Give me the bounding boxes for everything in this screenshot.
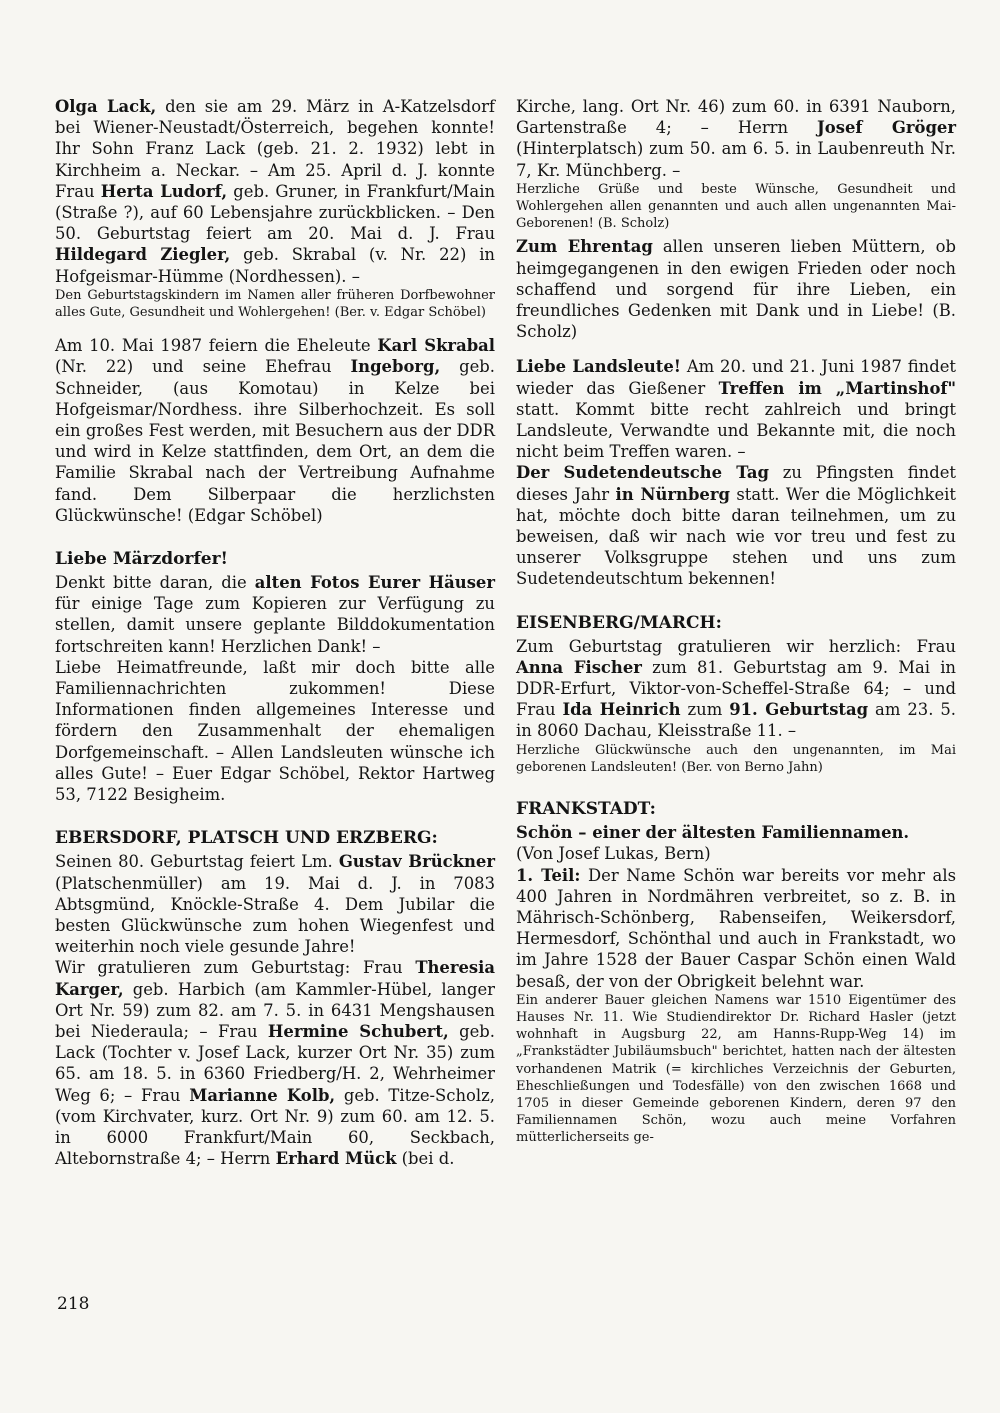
article-byline: (Von Josef Lukas, Bern) <box>516 844 711 864</box>
right-column <box>516 96 956 1151</box>
bold-emphasis: Theresia Karger, <box>55 958 495 999</box>
paragraph-eisenberg-birthdays: Zum Geburtstag gratulieren wir herzlich: Frau Anna Fischer zum 81. Geburtstag am 9. Mai in DDR-Erfurt, Viktor-von-Scheffel-Straße 64; – und Frau Ida Heinrich zum 91. Geburtstag am 23. 5. in 8060 Dachau, Kleisstraße 11. – <box>516 636 957 741</box>
bold-emphasis: Karl Skrabal <box>377 336 495 356</box>
bold-emphasis: Der Sudetendeutsche Tag <box>516 463 769 483</box>
bold-emphasis: Marianne Kolb, <box>189 1085 336 1105</box>
greeting-note: Den Geburtstagskindern im Namen aller früheren Dorfbewohner alles Gute, Gesundheit und Wohlergehen! (Ber. v. Edgar Schöbel) <box>55 287 495 321</box>
article-title: Schön – einer der ältesten Familiennamen. <box>516 823 910 843</box>
paragraph-family-news: Liebe Heimatfreunde, laßt mir doch bitte alle Familiennachrichten zukommen! Diese Informationen finden allgemeines Interesse und fördern den Zusammenhalt der ehemaligen Dorfgemeinschaft. – Allen Landsleuten wünsche ich alles Gute! – Euer Edgar Schöbel, Rektor Hartweg 53, 7122 Besigheim. <box>55 657 495 805</box>
article-continuation: Ein anderer Bauer gleichen Namens war 1510 Eigentümer des Hauses Nr. 11. Wie Studiendirektor Dr. Richard Hasler (jetzt wohnhaft in Augsburg 22, am Hanns-Rupp-Weg 14) im „Frankstädter Jubiläumsbuch" berichtet, hatten nach der ältesten vorhandenen Matrik (= kirchliches Verzeichnis der Geburten, Eheschließungen und Todesfälle) von den zwischen 1668 und 1705 in dieser Gemeinde geborenen Kindern, deren 97 den Familiennamen Schön, wozu auch meine Vorfahren mütterlicherseits ge- <box>516 992 956 1146</box>
heading-frankstadt: FRANKSTADT: <box>516 799 656 820</box>
paragraph-sudeten-day: Der Sudetendeutsche Tag zu Pfingsten findet dieses Jahr in Nürnberg statt. Wer die Möglichkeit hat, möchte doch bitte daran teilnehmen, um zu beweisen, daß wir nach wie vor treu und fest zu unserer Volksgruppe stehen und uns zum Sudetendeutschtum bekennen! <box>516 463 957 589</box>
bold-emphasis: Ingeborg, <box>350 357 441 377</box>
paragraph-gustav-brueckner: Seinen 80. Geburtstag feiert Lm. Gustav Brückner (Platschenmüller) am 19. Mai d. J. in 7083 Abtsgmünd, Knöckle-Straße 4. Dem Jubilar die besten Glückwünsche zum hohen Wiegenfest und weiterhin noch viele gesunde Jahre! <box>55 852 495 957</box>
bold-emphasis: Hermine Schubert, <box>267 1021 449 1041</box>
heading-eisenberg: EISENBERG/MARCH: <box>516 612 722 633</box>
bold-emphasis: Herta Ludorf, <box>100 181 228 201</box>
left-column <box>55 96 495 1169</box>
bold-emphasis: Gustav Brückner <box>338 852 495 872</box>
paragraph-mothers-day: Zum Ehrentag allen unseren lieben Müttern, ob heimgegangenen in den ewigen Frieden oder noch schaffend und sorgend für ihre Lieben, ein freundliches Gedenken mit Dank und in Liebe! (B. Scholz) <box>516 237 956 342</box>
bold-emphasis: Hildegard Ziegler, <box>55 245 231 265</box>
bold-emphasis: 1. Teil: <box>516 865 581 885</box>
bold-emphasis: alten Fotos Eurer Häuser <box>254 573 495 593</box>
article-part-one: 1. Teil: Der Name Schön war bereits vor mehr als 400 Jahren in Nordmähren verbreitet, so z. B. in Mährisch-Schönberg, Rabenseifen, Weikersdorf, Hermesdorf, Schönthal und auch in Frankstadt, wo im Jahre 1528 der Bauer Caspar Schön einen Wald besaß, der von der Obrigkeit belehnt war. <box>516 865 956 991</box>
paragraph-olga-lack: Olga Lack, den sie am 29. März in A-Katzelsdorf bei Wiener-Neustadt/Österreich, begehen konnte! Ihr Sohn Franz Lack (geb. 21. 2. 1932) lebt in Kirchheim a. Neckar. – Am 25. April d. J. konnte Frau Herta Ludorf, geb. Gruner, in Frankfurt/Main (Straße ?), auf 60 Lebensjahre zurückblicken. – Den 50. Geburtstag feiert am 20. Mai d. J. Frau Hildegard Ziegler, geb. Skrabal (v. Nr. 22) in Hofgeismar-Hümme (Nordhessen). – <box>55 97 495 286</box>
paragraph-martinshof-meeting: Liebe Landsleute! Am 20. und 21. Juni 1987 findet wieder das Gießener Treffen im „Martinshof" statt. Kommt bitte recht zahlreich und bringt Landsleute, Verwandte und Bekannte mit, die noch nicht beim Treffen waren. – <box>516 357 956 462</box>
bold-emphasis: Ida Heinrich <box>562 700 681 720</box>
bold-emphasis: Anna Fischer <box>516 657 642 677</box>
bold-emphasis: 91. Geburtstag <box>729 700 869 720</box>
paragraph-birthday-list: Wir gratulieren zum Geburtstag: Frau Theresia Karger, geb. Harbich (am Kammler-Hübel, langer Ort Nr. 59) zum 82. am 7. 5. in 6431 Mengshausen bei Niederaula; – Frau Hermine Schubert, geb. Lack (Tochter v. Josef Lack, kurzer Ort Nr. 35) zum 65. am 18. 5. in 6360 Friedberg/H. 2, Wehrheimer Weg 6; – Frau Marianne Kolb, geb. Titze-Scholz, (vom Kirchvater, kurz. Ort Nr. 9) zum 60. am 12. 5. in 6000 Frankfurt/Main 60, Seckbach, Altebornstraße 4; – Herrn Erhard Mück (bei d. <box>55 958 496 1169</box>
bold-emphasis: Josef Gröger <box>817 118 956 138</box>
bold-emphasis: Liebe Landsleute! <box>516 357 681 377</box>
bold-emphasis: Erhard Mück <box>275 1149 397 1169</box>
greeting-note-eisenberg: Herzliche Glückwünsche auch den ungenannten, im Mai geborenen Landsleuten! (Ber. von Berno Jahn) <box>516 742 956 775</box>
paragraph-photos: Denkt bitte daran, die alten Fotos Eurer Häuser für einige Tage zum Kopieren zur Verfügung zu stellen, damit unsere geplante Bilddokumentation fortschreiten kann! Herzlichen Dank! – <box>55 573 495 656</box>
heading-maerzdorf: Liebe Märzdorfer! <box>55 549 229 570</box>
bold-emphasis: in Nürnberg <box>615 484 730 504</box>
bold-emphasis: Zum Ehrentag <box>516 237 653 257</box>
bold-emphasis: Olga Lack, <box>55 97 157 116</box>
bold-emphasis: Treffen im „Martinshof" <box>718 378 956 398</box>
paragraph-silver-wedding: Am 10. Mai 1987 feiern die Eheleute Karl Skrabal (Nr. 22) und seine Ehefrau Ingeborg, geb. Schneider, (aus Komotau) in Kelze bei Hofgeismar/Nordhess. ihre Silberhochzeit. Es soll ein großes Fest werden, mit Besuchern aus der DDR und wird in Kelze stattfinden, dem Ort, an dem die Familie Skrabal nach der Vertreibung Aufnahme fand. Dem Silberpaar die herzlichsten Glückwünsche! (Edgar Schöbel) <box>55 336 496 525</box>
page-number: 218 <box>57 1294 90 1314</box>
heading-ebersdorf: EBERSDORF, PLATSCH UND ERZBERG: <box>55 828 438 849</box>
greeting-note-may: Herzliche Grüße und beste Wünsche, Gesundheit und Wohlergehen allen genannten und auch allen ungenannten Mai-Geborenen! (B. Scholz) <box>516 181 956 232</box>
paragraph-josef-groeger: Kirche, lang. Ort Nr. 46) zum 60. in 6391 Nauborn, Gartenstraße 4; – Herrn Josef Gröger (Hinterplatsch) zum 50. am 6. 5. in Laubenreuth Nr. 7, Kr. Münchberg. – <box>516 97 956 180</box>
